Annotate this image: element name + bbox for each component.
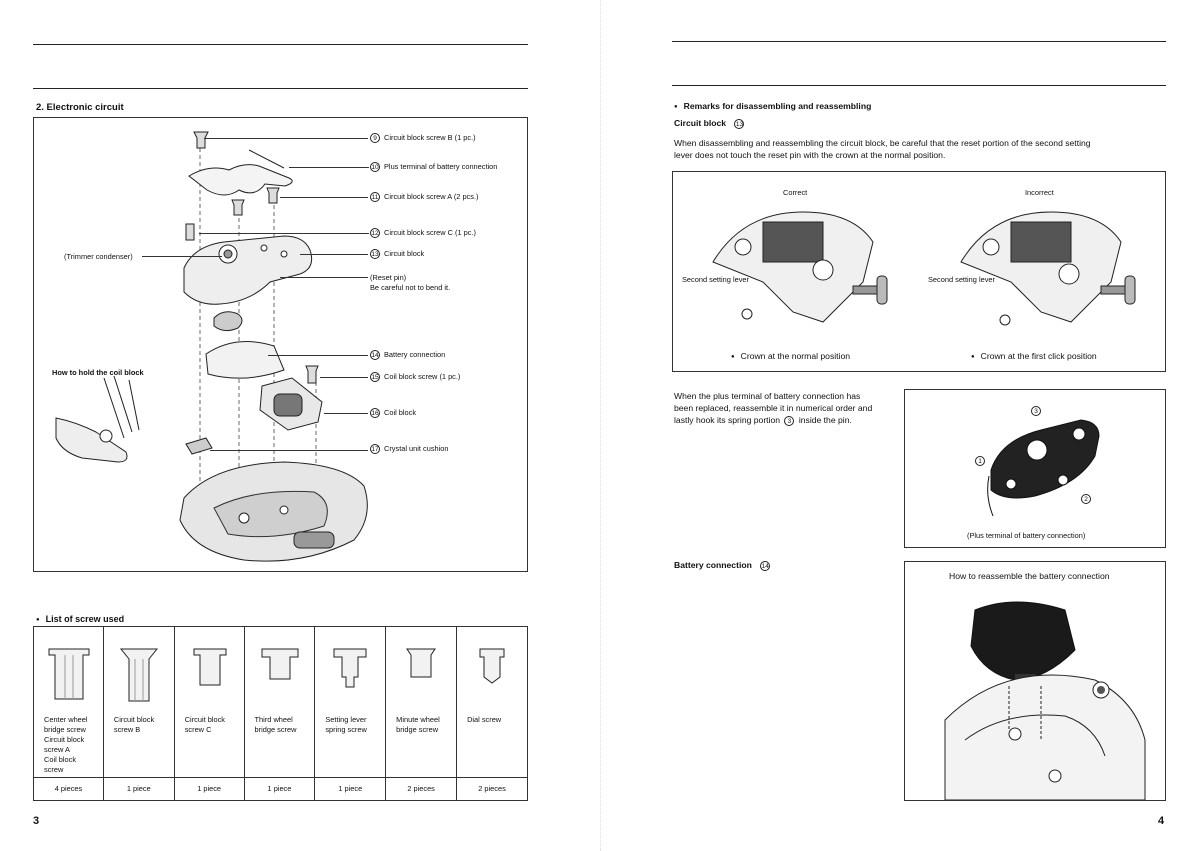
screw-cell-3 xyxy=(244,627,315,778)
part-label-12: 12 Circuit block screw C (1 pc.) xyxy=(371,228,476,238)
screw-name-1: Circuit block screw B xyxy=(113,715,155,734)
plus-num-1: 1 xyxy=(975,456,989,466)
screw-cell-6 xyxy=(457,627,528,778)
battery-heading: Battery connection 14 xyxy=(674,560,769,570)
reset-pin-label: (Reset pin) Be careful not to bend it. xyxy=(370,273,451,292)
correct-label: Correct xyxy=(783,188,808,197)
top-rule-left-2 xyxy=(33,88,528,89)
page-number-right: 4 xyxy=(1158,815,1165,827)
circuit-block-heading: Circuit block 13 xyxy=(674,118,744,128)
exploded-diagram-frame xyxy=(33,117,528,572)
screw-icon-setting-lever xyxy=(320,635,380,715)
screw-count-1: 1 piece xyxy=(103,778,174,801)
part-label-15: 15 Coil block screw (1 pc.) xyxy=(371,372,461,382)
plus-terminal-text: When the plus terminal of battery connection has been replaced, reassemble it in numerical order and lastly hook its spring portion 3 inside the pin. xyxy=(674,391,873,425)
screw-count-6: 2 pieces xyxy=(457,778,528,801)
part-label-13: 13 Circuit block xyxy=(371,249,425,259)
battery-connection-drawing xyxy=(905,590,1165,800)
part-label-14: 14 Battery connection xyxy=(371,350,446,360)
trimmer-label: (Trimmer condenser) xyxy=(64,252,133,261)
page-number-left: 3 xyxy=(33,815,40,827)
leader-15 xyxy=(320,377,368,378)
coil-hold-label: How to hold the coil block xyxy=(52,368,144,377)
leader-12 xyxy=(199,233,369,234)
leader-14 xyxy=(268,355,368,356)
caption-normal: ● Crown at the normal position xyxy=(731,351,850,361)
correct-drawing xyxy=(703,202,903,342)
screw-name-2: Circuit block screw C xyxy=(184,715,225,734)
caption-first-click: ● Crown at the first click position xyxy=(971,351,1097,361)
part-label-17: 17 Crystal unit cushion xyxy=(371,444,449,454)
plus-num-3: 3 xyxy=(1031,406,1045,416)
screw-list-title: ● List of screw used xyxy=(36,614,124,624)
screw-count-0: 4 pieces xyxy=(34,778,104,801)
incorrect-drawing xyxy=(951,202,1151,342)
screw-cell-0 xyxy=(34,627,104,778)
remarks-title: ● Remarks for disassembling and reassembling xyxy=(674,101,871,111)
screw-cell-2 xyxy=(174,627,244,778)
circuit-block-text: When disassembling and reassembling the circuit block, be careful that the reset portion of the second setting lever does not touch the reset pin with the crown at the normal position. xyxy=(674,138,1091,160)
second-setting-lever-left: Second setting lever xyxy=(682,275,749,284)
screw-name-6: Dial screw xyxy=(467,715,502,724)
screw-icon-third-wheel xyxy=(250,635,310,715)
screw-name-4: Setting lever spring screw xyxy=(325,715,367,734)
plus-terminal-frame xyxy=(904,389,1166,548)
leader-reset xyxy=(280,277,368,278)
part-label-9: 9 Circuit block screw B (1 pc.) xyxy=(370,133,476,143)
screw-icon-minute-wheel xyxy=(391,635,451,715)
screw-count-4: 1 piece xyxy=(315,778,386,801)
screw-name-5: Minute wheel bridge screw xyxy=(396,715,440,734)
gutter-line xyxy=(600,0,601,851)
screw-count-3: 1 piece xyxy=(244,778,315,801)
screw-cell-1 xyxy=(103,627,174,778)
plus-terminal-caption: (Plus terminal of battery connection) xyxy=(967,531,1086,540)
second-setting-lever-right: Second setting lever xyxy=(928,275,995,284)
screw-name-3: Third wheel bridge screw xyxy=(254,715,297,734)
leader-9 xyxy=(204,138,368,139)
leader-16 xyxy=(324,413,368,414)
screw-name-0: Center wheel bridge screw Circuit block screw A Coil block screw xyxy=(44,715,88,774)
leader-10 xyxy=(289,167,369,168)
correct-incorrect-frame xyxy=(672,171,1166,372)
screw-count-5: 2 pieces xyxy=(386,778,457,801)
screw-icon-dial xyxy=(462,635,522,715)
screw-cell-4 xyxy=(315,627,386,778)
part-label-11: 11 Circuit block screw A (2 pcs.) xyxy=(371,192,479,202)
screw-icon-circuit-c xyxy=(180,635,240,715)
screw-icon-center-wheel xyxy=(39,635,99,715)
battery-figure-title: How to reassemble the battery connection xyxy=(949,571,1110,581)
top-rule-left-1 xyxy=(33,44,528,45)
plus-num-2: 2 xyxy=(1081,494,1095,504)
incorrect-label: Incorrect xyxy=(1025,188,1054,197)
leader-13 xyxy=(300,254,368,255)
battery-figure-frame xyxy=(904,561,1166,801)
top-rule-right-2 xyxy=(672,85,1166,86)
part-label-16: 16 Coil block xyxy=(371,408,417,418)
screw-count-2: 1 piece xyxy=(174,778,244,801)
screw-icon-circuit-b xyxy=(109,635,169,715)
top-rule-right-1 xyxy=(672,41,1166,42)
section-title: 2. Electronic circuit xyxy=(36,102,124,113)
leader-11 xyxy=(280,197,368,198)
leader-trimmer xyxy=(142,256,222,257)
exploded-view-drawing xyxy=(34,118,527,571)
leader-17 xyxy=(210,450,368,451)
part-label-10: 10 Plus terminal of battery connection xyxy=(371,162,498,172)
screw-cell-5 xyxy=(386,627,457,778)
screw-table xyxy=(33,626,528,801)
